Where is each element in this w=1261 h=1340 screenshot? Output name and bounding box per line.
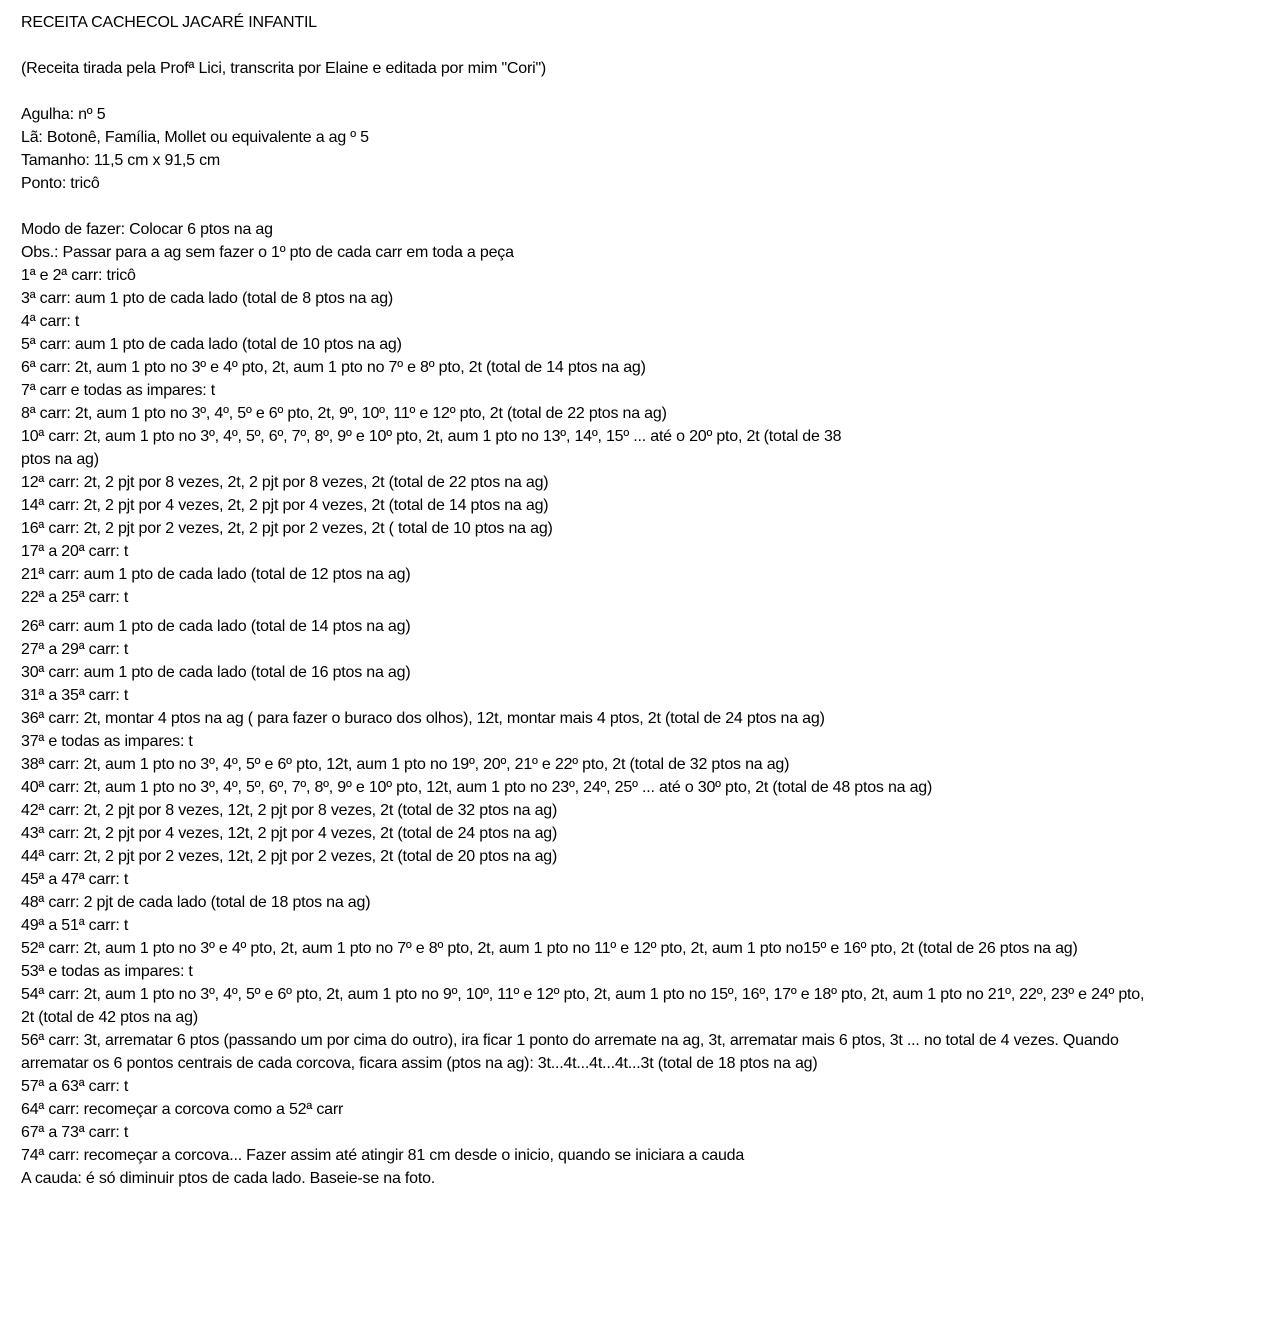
instruction-line: 10ª carr: 2t, aum 1 pto no 3º, 4º, 5º, 6º, 7º, 8º, 9º e 10º pto, 2t, aum 1 pto no 13º, 14º, 15º ... até o 20º pto, 2t (total de 38 — [21, 428, 842, 445]
instruction-line: 52ª carr: 2t, aum 1 pto no 3º e 4º pto, 2t, aum 1 pto no 7º e 8º pto, 2t, aum 1 pto no 11º e 12º pto, 2t, aum 1 pto no15º e 16º pto, 2t (total de 26 ptos na ag) — [21, 940, 1078, 957]
instruction-line: 17ª a 20ª carr: t — [21, 543, 129, 560]
instructions-part-a — [21, 218, 1241, 609]
instruction-line: 6ª carr: 2t, aum 1 pto no 3º e 4º pto, 2t, aum 1 pto no 7º e 8º pto, 2t (total de 14 ptos na ag) — [21, 359, 646, 376]
instruction-line: 38ª carr: 2t, aum 1 pto no 3º, 4º, 5º e 6º pto, 12t, aum 1 pto no 19º, 20º, 21º e 22º pto, 2t (total de 32 ptos na ag) — [21, 756, 790, 773]
instruction-line: 27ª a 29ª carr: t — [21, 641, 129, 658]
instructions-part-b — [21, 615, 1241, 1190]
instruction-line: 30ª carr: aum 1 pto de cada lado (total de 16 ptos na ag) — [21, 664, 411, 681]
instruction-line: 64ª carr: recomeçar a corcova como a 52ª carr — [21, 1101, 344, 1118]
recipe-credit: (Receita tirada pela Profª Lici, transcrita por Elaine e editada por mim "Cori") — [21, 60, 547, 77]
instruction-line: 48ª carr: 2 pjt de cada lado (total de 18 ptos na ag) — [21, 894, 371, 911]
instruction-line: ptos na ag) — [21, 451, 99, 468]
instruction-line: 45ª a 47ª carr: t — [21, 871, 129, 888]
instruction-line: 53ª e todas as impares: t — [21, 963, 193, 980]
material-yarn: Lã: Botonê, Família, Mollet ou equivalente a ag º 5 — [21, 129, 369, 146]
instruction-line: 42ª carr: 2t, 2 pjt por 8 vezes, 12t, 2 pjt por 8 vezes, 2t (total de 32 ptos na ag) — [21, 802, 558, 819]
instruction-line: 12ª carr: 2t, 2 pjt por 8 vezes, 2t, 2 pjt por 8 vezes, 2t (total de 22 ptos na ag) — [21, 474, 549, 491]
spacer — [21, 80, 1241, 103]
instruction-line: Modo de fazer: Colocar 6 ptos na ag — [21, 221, 273, 238]
recipe-title: RECEITA CACHECOL JACARÉ INFANTIL — [21, 14, 317, 31]
instruction-line: 14ª carr: 2t, 2 pjt por 4 vezes, 2t, 2 pjt por 4 vezes, 2t (total de 14 ptos na ag) — [21, 497, 549, 514]
instruction-line: 4ª carr: t — [21, 313, 80, 330]
instruction-line: 57ª a 63ª carr: t — [21, 1078, 129, 1095]
instruction-line: 56ª carr: 3t, arrematar 6 ptos (passando um por cima do outro), ira ficar 1 ponto do arremate na ag, 3t, arrematar mais 6 ptos, 3t ... no total de 4 vezes. Quando — [21, 1032, 1119, 1049]
spacer — [21, 195, 1241, 218]
instruction-line: Obs.: Passar para a ag sem fazer o 1º pto de cada carr em toda a peça — [21, 244, 514, 261]
instruction-line: 36ª carr: 2t, montar 4 ptos na ag ( para fazer o buraco dos olhos), 12t, montar mais 4 ptos, 2t (total de 24 ptos na ag) — [21, 710, 825, 727]
material-needle: Agulha: nº 5 — [21, 106, 106, 123]
instruction-line: 1ª e 2ª carr: tricô — [21, 267, 136, 284]
instruction-line: 3ª carr: aum 1 pto de cada lado (total de 8 ptos na ag) — [21, 290, 394, 307]
instruction-line: 16ª carr: 2t, 2 pjt por 2 vezes, 2t, 2 pjt por 2 vezes, 2t ( total de 10 ptos na ag) — [21, 520, 553, 537]
instruction-line: 40ª carr: 2t, aum 1 pto no 3º, 4º, 5º, 6º, 7º, 8º, 9º e 10º pto, 12t, aum 1 pto no 23º, 24º, 25º ... até o 30º pto, 2t (total de 48 ptos na ag) — [21, 779, 933, 796]
instruction-line: 22ª a 25ª carr: t — [21, 589, 129, 606]
instruction-line: 54ª carr: 2t, aum 1 pto no 3º, 4º, 5º e 6º pto, 2t, aum 1 pto no 9º, 10º, 11º e 12º pto, 2t, aum 1 pto no 15º, 16º, 17º e 18º pto, 2t, aum 1 pto no 21º, 22º, 23º e 24º pto, — [21, 986, 1145, 1003]
instruction-line: 37ª e todas as impares: t — [21, 733, 193, 750]
instruction-line: 2t (total de 42 ptos na ag) — [21, 1009, 198, 1026]
instruction-line: 31ª a 35ª carr: t — [21, 687, 129, 704]
spacer — [21, 34, 1241, 57]
instruction-line: 26ª carr: aum 1 pto de cada lado (total de 14 ptos na ag) — [21, 618, 411, 635]
instruction-line: 7ª carr e todas as impares: t — [21, 382, 215, 399]
instruction-line: arrematar os 6 pontos centrais de cada corcova, ficara assim (ptos na ag): 3t...4t...4t...4t...3t (total de 18 ptos na ag) — [21, 1055, 818, 1072]
instruction-line: 8ª carr: 2t, aum 1 pto no 3º, 4º, 5º e 6º pto, 2t, 9º, 10º, 11º e 12º pto, 2t (total de 22 ptos na ag) — [21, 405, 667, 422]
recipe-document — [21, 11, 1241, 1190]
instruction-line: 5ª carr: aum 1 pto de cada lado (total de 10 ptos na ag) — [21, 336, 402, 353]
material-size: Tamanho: 11,5 cm x 91,5 cm — [21, 152, 221, 169]
material-stitch: Ponto: tricô — [21, 175, 100, 192]
instruction-line: 43ª carr: 2t, 2 pjt por 4 vezes, 12t, 2 pjt por 4 vezes, 2t (total de 24 ptos na ag) — [21, 825, 558, 842]
instruction-line: A cauda: é só diminuir ptos de cada lado. Baseie-se na foto. — [21, 1170, 436, 1187]
instruction-line: 44ª carr: 2t, 2 pjt por 2 vezes, 12t, 2 pjt por 2 vezes, 2t (total de 20 ptos na ag) — [21, 848, 558, 865]
instruction-line: 74ª carr: recomeçar a corcova... Fazer assim até atingir 81 cm desde o inicio, quando se iniciara a cauda — [21, 1147, 745, 1164]
instruction-line: 21ª carr: aum 1 pto de cada lado (total de 12 ptos na ag) — [21, 566, 411, 583]
instruction-line: 49ª a 51ª carr: t — [21, 917, 129, 934]
instruction-line: 67ª a 73ª carr: t — [21, 1124, 129, 1141]
materials-list — [21, 103, 1241, 195]
